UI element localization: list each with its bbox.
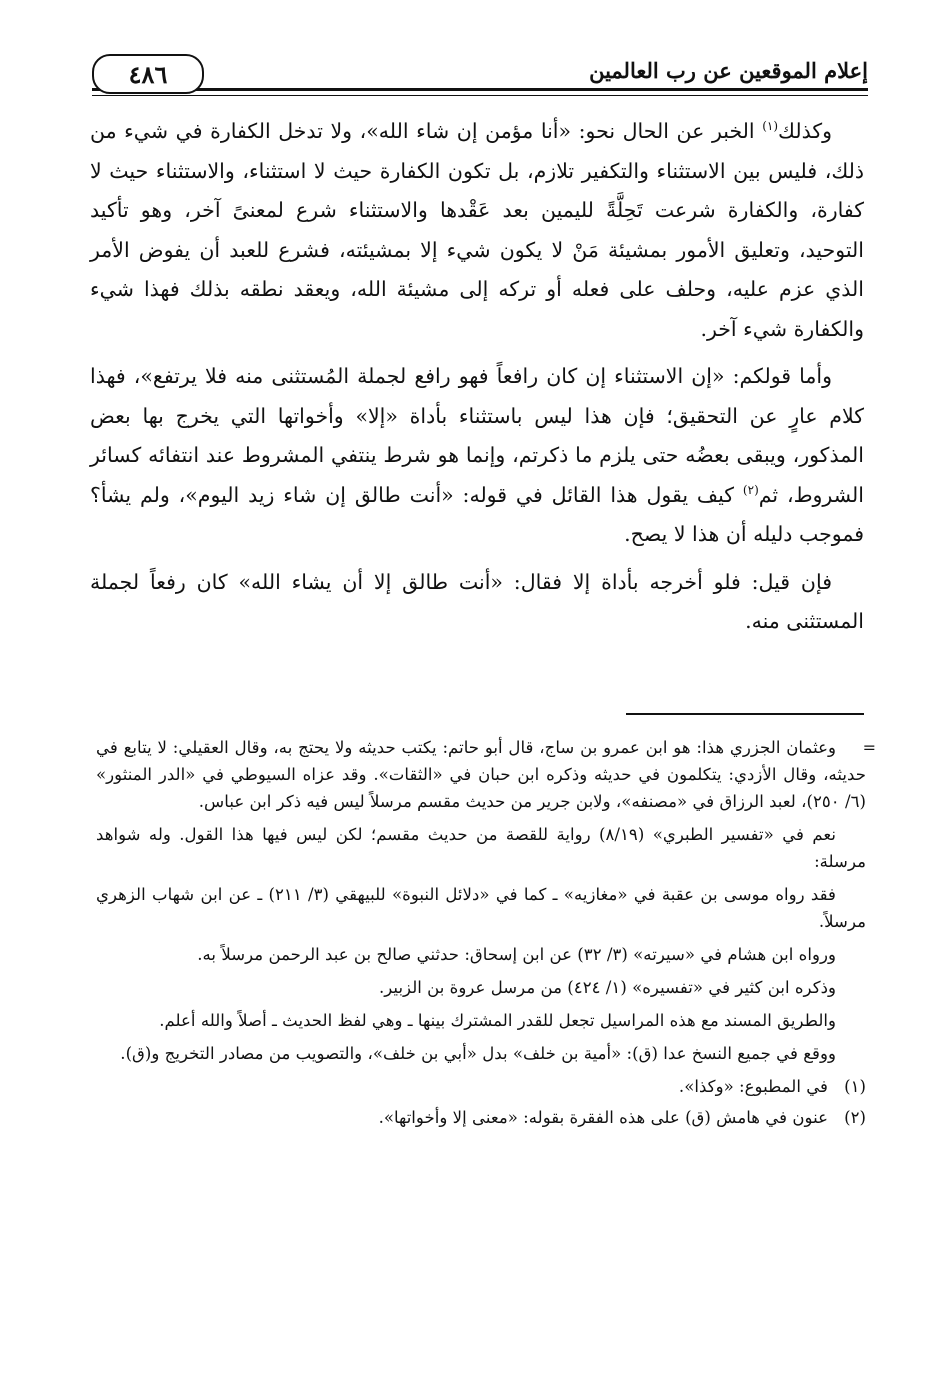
paragraph-3: فإن قيل: فلو أخرجه بأداة إلا فقال: «أنت طالق إلا أن يشاء الله» كان رفعاً لجملة المستثنى منه. — [90, 569, 864, 633]
paragraph-1 — [90, 112, 864, 349]
header-rule-thick — [92, 88, 868, 91]
note-continued-1: وعثمان الجزري هذا: هو ابن عمرو بن ساج، قال أبو حاتم: يكتب حديثه ولا يحتج به، وقال العقيلي: لا يتابع في حديثه، وقال الأزدي: يتكلمون في حديثه وذكره ابن حبان في «الثقات». وقد عزاه السيوطي في «الدر المنثور» (٦/ ٢٥٠)، لعبد الرزاق في «مصنفه»، ولابن جرير من حديث مقسم مرسلاً ليس فيه ذكر ابن عباس. — [96, 738, 866, 811]
header-rule-thin — [92, 95, 868, 96]
note-continued-7: ووقع في جميع النسخ عدا (ق): «أمية بن خلف» بدل «أبي بن خلف»، والتصويب من مصادر التخريج و(ق). — [120, 1044, 836, 1063]
note-continued-4: ورواه ابن هشام في «سيرته» (٣/ ٣٢) عن ابن إسحاق: حدثني صالح بن عبد الرحمن مرسلاً به. — [197, 945, 836, 964]
running-title: إعلام الموقعين عن رب العالمين — [589, 58, 868, 83]
footnote-2-text: عنون في هامش (ق) على هذه الفقرة بقوله: «معنى إلا وأخواتها». — [378, 1108, 828, 1127]
note-continued-6: والطريق المسند مع هذه المراسيل تجعل للقدر المشترك بينها ـ وهي لفظ الحديث ـ أصلاً والله أعلم. — [159, 1011, 836, 1030]
continuation-mark: = — [862, 738, 876, 757]
paragraph-1-start: وكذلك — [778, 119, 832, 143]
footnotes — [96, 734, 876, 1135]
footnote-1-text: في المطبوع: «وكذا». — [678, 1077, 828, 1096]
note-continued-5: وذكره ابن كثير في «تفسيره» (١/ ٤٢٤) من مرسل عروة بن الزبير. — [379, 978, 836, 997]
footnote-2-number: (٢) — [844, 1108, 866, 1127]
footnote-ref-2: (٢) — [742, 482, 759, 497]
paragraph-2 — [90, 357, 864, 555]
paragraph-2-start: وأما قولكم: «إن الاستثناء إن كان رافعاً فهو رافع لجملة المُستثنى منه فلا يرتفع»، فهذا كلام عارٍ عن التحقيق؛ فإن هذا ليس باستثناء بأداة «إلا» وأخواتها التي يخرج بها بعض المذكور، ويبقى بعضُه حتى يلزم ما ذكرتم، وإنما هو شرط ينتفي المشروط عند انتفائه كسائر الشروط، ثم — [90, 364, 864, 507]
footnote-separator — [626, 713, 864, 715]
footnote-1 — [96, 1073, 866, 1100]
footnote-2 — [96, 1104, 866, 1131]
note-continued-3: فقد رواه موسى بن عقبة في «مغازيه» ـ كما في «دلائل النبوة» للبيهقي (٣/ ٢١١) ـ عن ابن شهاب الزهري مرسلاً. — [96, 885, 866, 931]
main-text — [90, 112, 864, 650]
paragraph-2-rest: كيف يقول هذا القائل في قوله: «أنت طالق إن شاء زيد اليوم»، ولم يشأ؟ فموجب دليله أن هذا لا يصح. — [90, 482, 864, 546]
paragraph-1-rest: الخبر عن الحال نحو: «أنا مؤمن إن شاء الله»، ولا تدخل الكفارة في شيء من ذلك، فليس بين الاستثناء والتكفير تلازم، بل تكون الكفارة حيث لا استثناء، والاستثناء حيث لا كفارة، والكفارة شرعت تَحِلَّةً لليمين بعد عَقْدها والاستثناء شرع لمعنىً آخر، وهو تأكيد التوحيد، وتعليق الأمور بمشيئة مَنْ لا يكون شيء إلا بمشيئته، فشرع للعبد أن يفوض الأمر الذي عزم عليه، وحلف على فعله أو تركه إلى مشيئة الله، ويعقد نطقه بذلك فهذا شيء والكفارة شيء آخر. — [90, 119, 864, 341]
note-continued-2: نعم في «تفسير الطبري» (٨/١٩) رواية للقصة من حديث مقسم؛ لكن ليس فيها هذا القول. وله شواهد مرسلة: — [96, 825, 866, 871]
footnote-ref-1: (١) — [762, 119, 779, 134]
page-number-badge: ٤٨٦ — [92, 54, 204, 94]
footnote-1-number: (١) — [844, 1077, 866, 1096]
